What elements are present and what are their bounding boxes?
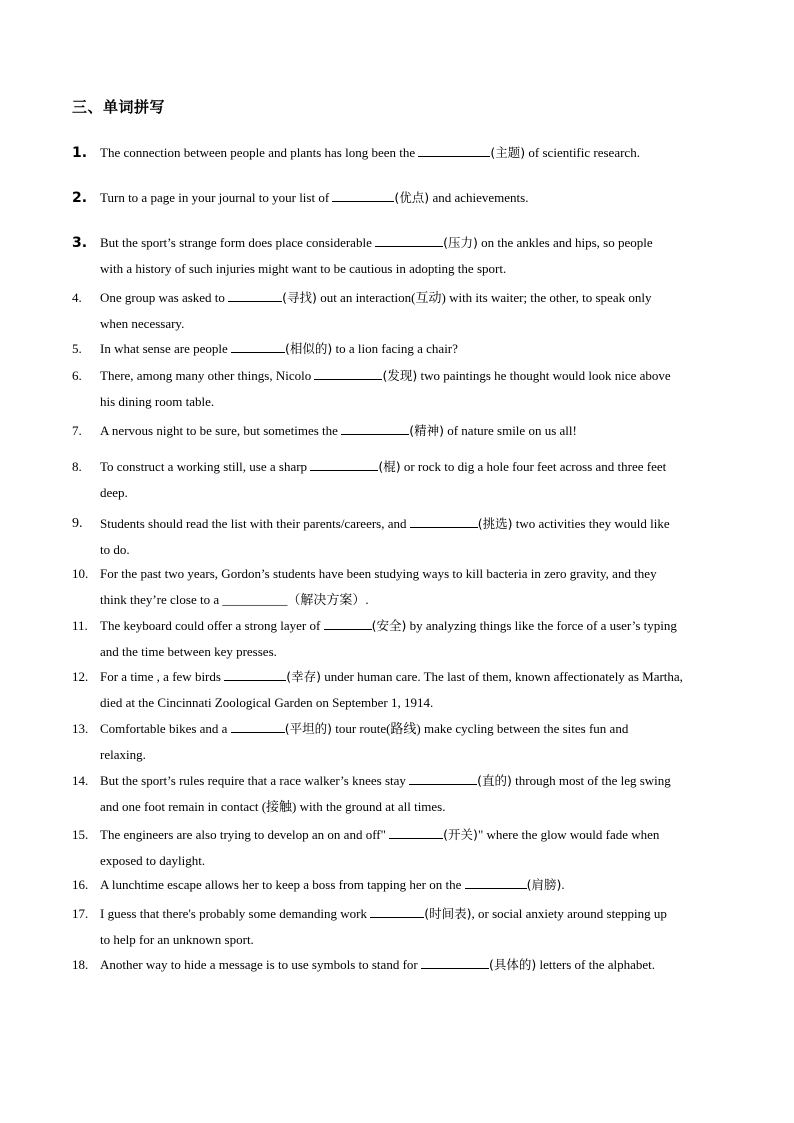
- question-text-before: For the past two years, Gordon’s students have been studying ways to kill bacteria in zero gravity, and they: [100, 566, 657, 581]
- question-item: [72, 336, 732, 362]
- question-continuation: deep.: [100, 485, 128, 500]
- question-item: [72, 454, 732, 506]
- chinese-hint: (棍): [378, 459, 401, 474]
- answer-blank[interactable]: [370, 903, 424, 918]
- question-text: [100, 511, 732, 537]
- question-number: 4.: [72, 290, 82, 305]
- chinese-hint: (挑选): [477, 516, 513, 531]
- question-number: 14.: [72, 773, 89, 788]
- question-text-before: For a time , a few birds: [100, 669, 225, 684]
- question-number: 7.: [72, 423, 82, 438]
- answer-blank[interactable]: [231, 718, 285, 733]
- question-text-before: One group was asked to: [100, 290, 229, 305]
- question-item: [72, 768, 732, 820]
- question-text: [100, 952, 732, 978]
- question-continuation: died at the Cincinnati Zoological Garden on September 1, 1914.: [100, 695, 434, 710]
- chinese-hint: (压力): [443, 235, 478, 250]
- question-number: 3.: [72, 235, 88, 251]
- answer-blank[interactable]: [389, 824, 443, 839]
- question-item: [72, 716, 732, 768]
- question-item: [72, 363, 732, 415]
- question-number: 9.: [72, 516, 83, 531]
- question-number: 1.: [72, 145, 88, 161]
- chinese-hint: (相似的): [285, 341, 333, 356]
- question-continuation: and the time between key presses.: [100, 644, 277, 659]
- answer-blank[interactable]: [324, 615, 372, 630]
- question-text-before: To construct a working still, use a sharp: [100, 459, 311, 474]
- question-continuation: his dining room table.: [100, 394, 215, 409]
- question-text: [100, 901, 732, 927]
- answer-blank[interactable]: [375, 232, 443, 247]
- question-number: 16.: [72, 877, 89, 892]
- question-number: 12.: [72, 669, 89, 684]
- question-item: [72, 418, 732, 444]
- question-number: 17.: [72, 906, 89, 921]
- question-number: 8.: [72, 459, 82, 474]
- question-item: [72, 822, 732, 874]
- question-text-before: But the sport’s rules require that a race walker’s knees stay: [100, 773, 410, 788]
- question-text: [100, 561, 732, 587]
- question-text: [100, 336, 732, 362]
- answer-blank[interactable]: [410, 513, 478, 528]
- chinese-hint: (发现): [382, 368, 418, 383]
- question-text-before: Turn to a page in your journal to your list of: [100, 190, 333, 205]
- answer-blank[interactable]: [310, 456, 378, 471]
- question-item: [72, 140, 732, 166]
- question-text: [100, 716, 732, 742]
- chinese-hint: (精神): [409, 423, 444, 438]
- question-number: 6.: [72, 368, 82, 383]
- question-text-after: letters of the alphabet.: [536, 957, 656, 972]
- chinese-hint: (直的): [477, 773, 512, 788]
- question-continuation: to do.: [100, 542, 130, 557]
- answer-blank[interactable]: [341, 420, 409, 435]
- question-text-after: or rock to dig a hole four feet across and three feet: [400, 459, 667, 474]
- question-text-after: out an interaction(互动) with its waiter; the other, to speak only: [316, 290, 652, 305]
- question-text-after: through most of the leg swing: [511, 773, 671, 788]
- question-item: [72, 561, 732, 613]
- question-number: 15.: [72, 827, 89, 842]
- question-text-before: Students should read the list with their parents/careers, and: [100, 516, 410, 531]
- question-continuation: exposed to daylight.: [100, 853, 206, 868]
- answer-blank[interactable]: [418, 142, 490, 157]
- question-number: 10.: [72, 566, 89, 581]
- chinese-hint: (开关): [443, 827, 478, 842]
- question-text-before: Comfortable bikes and a: [100, 721, 231, 736]
- question-text: [100, 285, 732, 311]
- question-number: 5.: [72, 341, 82, 356]
- answer-blank[interactable]: [409, 770, 477, 785]
- question-text-after: under human care. The last of them, known affectionately as Martha,: [320, 669, 683, 684]
- chinese-hint: (肩膀): [526, 877, 562, 892]
- question-text-after: to a lion facing a chair?: [332, 341, 458, 356]
- answer-blank[interactable]: [231, 338, 285, 353]
- question-number: 11.: [72, 618, 88, 633]
- answer-blank[interactable]: [332, 187, 394, 202]
- question-item: [72, 952, 732, 978]
- question-text-before: In what sense are people: [100, 341, 232, 356]
- question-text: [100, 230, 732, 256]
- answer-blank[interactable]: [465, 874, 527, 889]
- question-item: [72, 901, 732, 953]
- chinese-hint: (平坦的): [284, 721, 332, 736]
- question-text: [100, 613, 732, 639]
- question-text: [100, 454, 732, 480]
- question-text-after: tour route(路线) make cycling between the sites fun and: [331, 721, 629, 736]
- question-text-after: .: [561, 877, 565, 892]
- question-number: 13.: [72, 721, 89, 736]
- question-text: [100, 140, 732, 166]
- question-text: [100, 418, 732, 444]
- question-text-before: The keyboard could offer a strong layer of: [100, 618, 324, 633]
- chinese-hint: (幸存): [286, 669, 321, 684]
- question-continuation: relaxing.: [100, 747, 146, 762]
- question-text-before: A nervous night to be sure, but sometimes the: [100, 423, 342, 438]
- chinese-hint: (时间表): [424, 906, 472, 921]
- question-item: [72, 511, 732, 563]
- question-text-after: two paintings he thought would look nice above: [417, 368, 671, 383]
- question-text-after: two activities they would like: [512, 516, 670, 531]
- question-text-after: on the ankles and hips, so people: [477, 235, 653, 250]
- question-continuation: and one foot remain in contact (接触) with the ground at all times.: [100, 799, 446, 814]
- chinese-hint: (主题): [490, 145, 526, 160]
- answer-blank[interactable]: [228, 287, 282, 302]
- question-text-before: But the sport’s strange form does place considerable: [100, 235, 376, 250]
- question-item: [72, 185, 732, 211]
- question-text-after: of nature smile on us all!: [443, 423, 577, 438]
- chinese-hint: (具体的): [488, 957, 537, 972]
- question-text-after: by analyzing things like the force of a user’s typing: [406, 618, 677, 633]
- section-title: 三、单词拼写: [72, 98, 166, 116]
- question-item: [72, 664, 732, 716]
- question-text-before: The connection between people and plants has long been the: [100, 145, 419, 160]
- question-text-before: There, among many other things, Nicolo: [100, 368, 315, 383]
- question-text-after: of scientific research.: [525, 145, 640, 160]
- question-text: [100, 363, 732, 389]
- question-text: [100, 872, 732, 898]
- question-continuation: with a history of such injuries might want to be cautious in adopting the sport.: [100, 261, 507, 276]
- answer-blank[interactable]: [421, 954, 489, 969]
- question-text: [100, 822, 732, 848]
- question-continuation: when necessary.: [100, 316, 185, 331]
- question-text-after: and achievements.: [429, 190, 529, 205]
- question-item: [72, 872, 732, 898]
- question-text-after: , or social anxiety around stepping up: [471, 906, 667, 921]
- question-continuation: think they’re close to a __________（解决方案）.: [100, 592, 369, 607]
- answer-blank[interactable]: [314, 365, 382, 380]
- question-text-before: The engineers are also trying to develop an on and off": [100, 827, 390, 842]
- question-number: 2.: [72, 190, 88, 206]
- question-text-before: Another way to hide a message is to use symbols to stand for: [100, 957, 421, 972]
- question-text: [100, 185, 732, 211]
- question-text-before: A lunchtime escape allows her to keep a boss from tapping her on the: [100, 877, 465, 892]
- question-item: [72, 285, 732, 337]
- question-item: [72, 230, 732, 282]
- chinese-hint: (安全): [371, 618, 407, 633]
- question-text: [100, 768, 732, 794]
- question-text: [100, 664, 732, 690]
- question-continuation: to help for an unknown sport.: [100, 932, 254, 947]
- chinese-hint: (寻找): [282, 290, 317, 305]
- question-item: [72, 613, 732, 665]
- question-text-before: I guess that there's probably some demanding work: [100, 906, 371, 921]
- question-text-after: " where the glow would fade when: [477, 827, 660, 842]
- answer-blank[interactable]: [224, 666, 286, 681]
- chinese-hint: (优点): [394, 190, 430, 205]
- question-number: 18.: [72, 957, 89, 972]
